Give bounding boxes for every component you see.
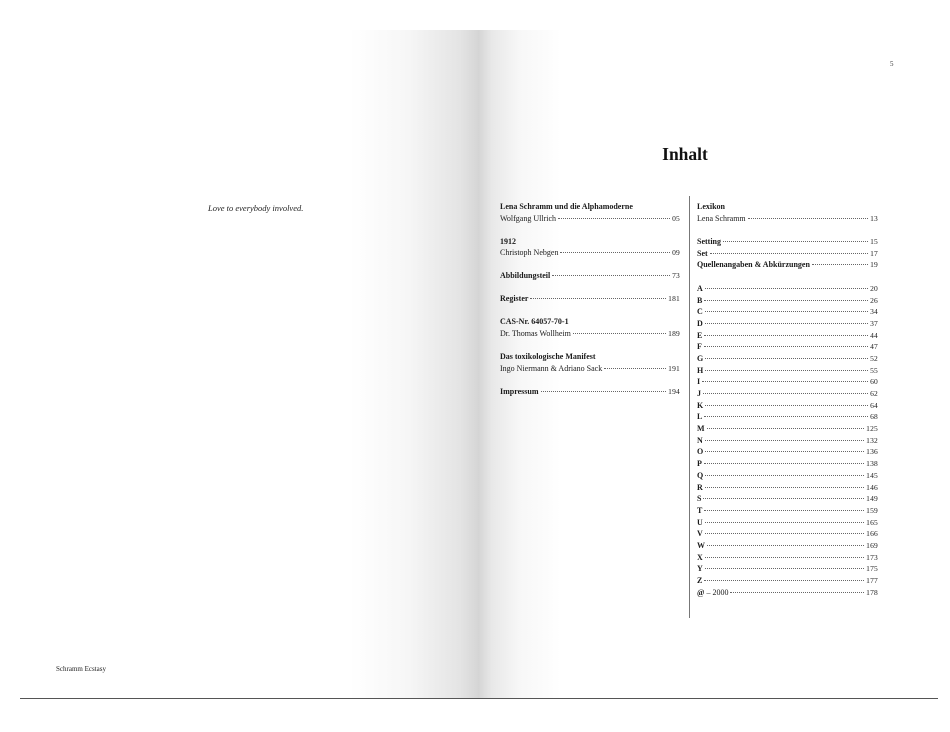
toc-letter-label-group: [697, 376, 700, 388]
toc-letter-label-group: [697, 435, 703, 447]
toc-letter-page: 145: [866, 470, 878, 480]
toc-entry-author: Ingo Niermann & Adriano Sack: [500, 363, 603, 373]
toc-section-line: [697, 236, 878, 248]
toc-letter-page: 55: [870, 365, 878, 375]
toc-letter-line: [697, 411, 878, 423]
toc-entry-page: 73: [672, 271, 680, 281]
toc-entry-author: Dr. Thomas Wollheim: [500, 329, 571, 338]
toc-letter-page: 149: [866, 494, 878, 504]
leader-dots: [705, 370, 868, 371]
leader-dots: [560, 252, 670, 253]
toc-letter-line: [697, 552, 878, 564]
toc-letter-line: [697, 540, 878, 552]
toc-entry-title: Lexikon: [697, 202, 726, 211]
leader-dots: [703, 498, 864, 499]
toc-letter-page: 138: [866, 459, 878, 469]
toc-letter-page: 175: [866, 564, 878, 574]
leader-dots: [704, 300, 868, 301]
toc-letter-line: [697, 493, 878, 505]
toc-letter-page: 166: [866, 529, 878, 539]
toc-letter-line: [697, 306, 878, 318]
toc-letter-line: [697, 435, 878, 447]
toc-letter-label-group: [697, 388, 701, 400]
toc-column-left: [500, 201, 680, 397]
toc-entry-title: Impressum: [500, 386, 539, 396]
leader-dots: [705, 522, 864, 523]
toc-entry-page: 09: [672, 248, 680, 258]
toc-letter-label: X: [697, 552, 703, 562]
toc-letter-label-group: [697, 306, 703, 318]
toc-letter-label-group: [697, 575, 702, 587]
toc-entry-page: 191: [668, 363, 680, 373]
toc-entry: [500, 351, 680, 374]
toc-letter-line: [697, 517, 878, 529]
toc-entry-author-line: [500, 247, 680, 259]
toc-letter-label: B: [697, 295, 703, 305]
leader-dots: [705, 358, 868, 359]
leader-dots: [705, 311, 868, 312]
toc-letter-label: L: [697, 412, 703, 422]
toc-entry-page: 05: [672, 213, 680, 223]
toc-letter-page: 165: [866, 517, 878, 527]
toc-letter-line: [697, 528, 878, 540]
toc-letter-page: 132: [866, 435, 878, 445]
toc-letter-label: I: [697, 377, 701, 387]
leader-dots: [705, 487, 864, 488]
toc-letter-label: N: [697, 435, 703, 445]
toc-letter-label-group: [697, 341, 702, 353]
toc-entry-line: [500, 386, 680, 398]
leader-dots: [723, 241, 868, 242]
toc-letter-page: 34: [870, 307, 878, 317]
toc-letter-line: [697, 470, 878, 482]
leader-dots: [812, 264, 868, 265]
toc-letter-label-group: [697, 283, 703, 295]
page-number: 5: [890, 60, 894, 68]
toc-entry-title: Lena Schramm und die Alphamoderne: [500, 202, 633, 211]
leader-dots: [705, 405, 868, 406]
toc-entry-author: Christoph Nebgen: [500, 248, 559, 258]
toc-entry-line: [500, 293, 680, 305]
toc-section-line: [697, 248, 878, 260]
toc-letter-line: [697, 341, 878, 353]
toc-letter-page: 52: [870, 353, 878, 363]
toc-letter-label-group: [697, 517, 703, 529]
toc-entry: [500, 201, 680, 224]
toc-letter-label: Q: [697, 470, 704, 480]
toc-letter-line: [697, 318, 878, 330]
toc-entry: [500, 316, 680, 339]
toc-letter-line: [697, 400, 878, 412]
toc-letter-page: 37: [870, 318, 878, 328]
toc-letter-label: F: [697, 342, 702, 352]
toc-letter-label-group: [697, 295, 702, 307]
toc-entry-author-line: [500, 328, 680, 340]
toc-letter-label: O: [697, 447, 704, 457]
toc-entry: [500, 270, 680, 282]
toc-letter-line: [697, 587, 878, 599]
toc-entry-title: Register: [500, 294, 529, 304]
toc-letter-label: R: [697, 482, 703, 492]
leader-dots: [552, 275, 670, 276]
toc-letter-label: S: [697, 494, 702, 504]
leader-dots: [530, 298, 666, 299]
toc-letter-page: 125: [866, 424, 878, 434]
toc-letter-label: T: [697, 505, 703, 515]
toc-entry-author-line: [697, 213, 878, 225]
toc-letter-label-group: [697, 587, 728, 599]
toc-entry-author: Wolfgang Ullrich: [500, 213, 557, 223]
toc-entry-author: Lena Schramm: [697, 213, 746, 223]
toc-letter-page: 68: [870, 412, 878, 422]
toc-letter-label-group: [697, 423, 705, 435]
toc-entry-line: [500, 270, 680, 282]
toc-letter-page: 177: [866, 576, 878, 585]
toc-letter-line: [697, 330, 878, 342]
toc-entry-page: 13: [870, 213, 878, 223]
toc-letter-label-group: [697, 330, 702, 342]
leader-dots: [704, 580, 864, 581]
toc-letter-page: 62: [870, 389, 878, 398]
toc-letter-label: A: [697, 283, 703, 293]
column-divider: [689, 196, 690, 618]
leader-dots: [705, 288, 868, 289]
toc-letter-label: H: [697, 365, 704, 375]
toc-letter-label-group: [697, 493, 701, 505]
toc-heading: Inhalt: [662, 144, 708, 164]
toc-letter-line: [697, 365, 878, 377]
leader-dots: [704, 463, 864, 464]
toc-letter-label-group: [697, 353, 703, 365]
toc-letter-line: [697, 446, 878, 458]
toc-letter-page: 60: [870, 377, 878, 387]
toc-letter-label-group: [697, 411, 702, 423]
toc-letter-label-group: [697, 446, 703, 458]
toc-section-page: 17: [870, 248, 878, 258]
leader-dots: [705, 451, 864, 452]
toc-letter-label-group: [697, 400, 703, 412]
toc-entry-page: 181: [668, 294, 680, 304]
toc-letter-label-group: [697, 365, 703, 377]
toc-letter-page: 136: [866, 447, 878, 457]
toc-entry-title: Das toxikologische Manifest: [500, 351, 596, 361]
toc-section-page: 19: [870, 260, 878, 270]
toc-letter-line: [697, 505, 878, 517]
leader-dots: [573, 333, 666, 334]
leader-dots: [604, 368, 666, 369]
toc-letter-label-group: [697, 470, 703, 482]
toc-letter-page: 178: [866, 587, 878, 597]
toc-entry-author-line: [500, 213, 680, 225]
toc-letter-label: G: [697, 353, 704, 363]
toc-letter-label: @: [697, 587, 705, 597]
toc-entry-title: CAS-Nr. 64057-70-1: [500, 317, 569, 327]
leader-dots: [704, 335, 868, 336]
toc-letter-list: [697, 283, 878, 599]
leader-dots: [704, 346, 868, 347]
toc-letter-line: [697, 283, 878, 295]
toc-letter-label: E: [697, 330, 703, 340]
toc-letter-line: [697, 482, 878, 494]
leader-dots: [705, 440, 864, 441]
toc-entry-title: Abbildungsteil: [500, 271, 551, 281]
toc-letter-line: [697, 575, 878, 587]
leader-dots: [541, 391, 667, 392]
leader-dots: [748, 218, 868, 219]
leader-dots: [707, 545, 864, 546]
leader-dots: [704, 416, 868, 417]
toc-section-label: Setting: [697, 237, 721, 247]
toc-letter-label: C: [697, 307, 703, 317]
toc-letter-page: 169: [866, 540, 878, 550]
toc-letter-label: K: [697, 400, 704, 410]
leader-dots: [705, 533, 864, 534]
toc-letter-line: [697, 388, 878, 400]
page-bottom-edge: [20, 698, 938, 699]
toc-column-right: [697, 201, 878, 598]
toc-letter-line: [697, 563, 878, 575]
toc-letter-label: W: [697, 540, 705, 550]
toc-letter-label-group: [697, 540, 705, 552]
toc-entry-page: 194: [668, 386, 680, 396]
toc-letter-label-group: [697, 482, 703, 494]
toc-letter-page: 146: [866, 482, 878, 492]
toc-letter-page: 159: [866, 505, 878, 515]
leader-dots: [705, 557, 864, 558]
toc-letter-label: U: [697, 517, 703, 527]
dedication: Love to everybody involved.: [208, 203, 304, 213]
toc-sections: [697, 236, 878, 271]
toc-letter-page: 26: [870, 295, 878, 305]
toc-letter-page: 64: [870, 400, 878, 410]
toc-letter-label: D: [697, 318, 703, 328]
toc-letter-page: 20: [870, 283, 878, 293]
toc-section-line: [697, 259, 878, 271]
toc-letter-label-group: [697, 528, 703, 540]
leader-dots: [703, 393, 868, 394]
toc-entry: [500, 236, 680, 259]
toc-letter-line: [697, 295, 878, 307]
toc-entry: [500, 386, 680, 398]
toc-letter-label: Z: [697, 576, 703, 585]
leader-dots: [730, 592, 864, 593]
running-footer-title: Schramm Ecstasy: [56, 665, 106, 673]
toc-letter-label: V: [697, 529, 703, 539]
leader-dots: [707, 428, 865, 429]
toc-letter-label-group: [697, 563, 703, 575]
toc-letter-label-group: [697, 318, 703, 330]
toc-entry-lexikon: [697, 201, 878, 224]
toc-letter-label: P: [697, 459, 702, 469]
toc-entry-page: 189: [668, 329, 680, 338]
toc-entry-title: 1912: [500, 236, 516, 246]
leader-dots: [705, 323, 868, 324]
toc-letter-line: [697, 423, 878, 435]
toc-entry-author-line: [500, 363, 680, 375]
toc-letter-label: J: [697, 389, 701, 398]
leader-dots: [702, 381, 868, 382]
toc-letter-label-group: [697, 505, 702, 517]
leader-dots: [558, 218, 670, 219]
toc-letter-label: Y: [697, 564, 703, 574]
toc-letter-label-group: [697, 458, 702, 470]
toc-letter-suffix: – 2000: [704, 587, 729, 597]
leader-dots: [705, 568, 864, 569]
toc-section-label: Set: [697, 248, 708, 258]
toc-letter-line: [697, 458, 878, 470]
toc-section-label: Quellenangaben & Abkürzungen: [697, 260, 810, 270]
toc-letter-page: 47: [870, 342, 878, 352]
toc-letter-page: 173: [866, 552, 878, 562]
leader-dots: [704, 510, 864, 511]
toc-letter-label: M: [697, 424, 705, 434]
toc-letter-line: [697, 376, 878, 388]
toc-letter-label-group: [697, 552, 703, 564]
toc-letter-page: 44: [870, 330, 878, 340]
toc-entry: [500, 293, 680, 305]
toc-letter-line: [697, 353, 878, 365]
left-page: [20, 30, 478, 699]
leader-dots: [710, 253, 868, 254]
toc-section-page: 15: [870, 237, 878, 247]
leader-dots: [705, 475, 864, 476]
